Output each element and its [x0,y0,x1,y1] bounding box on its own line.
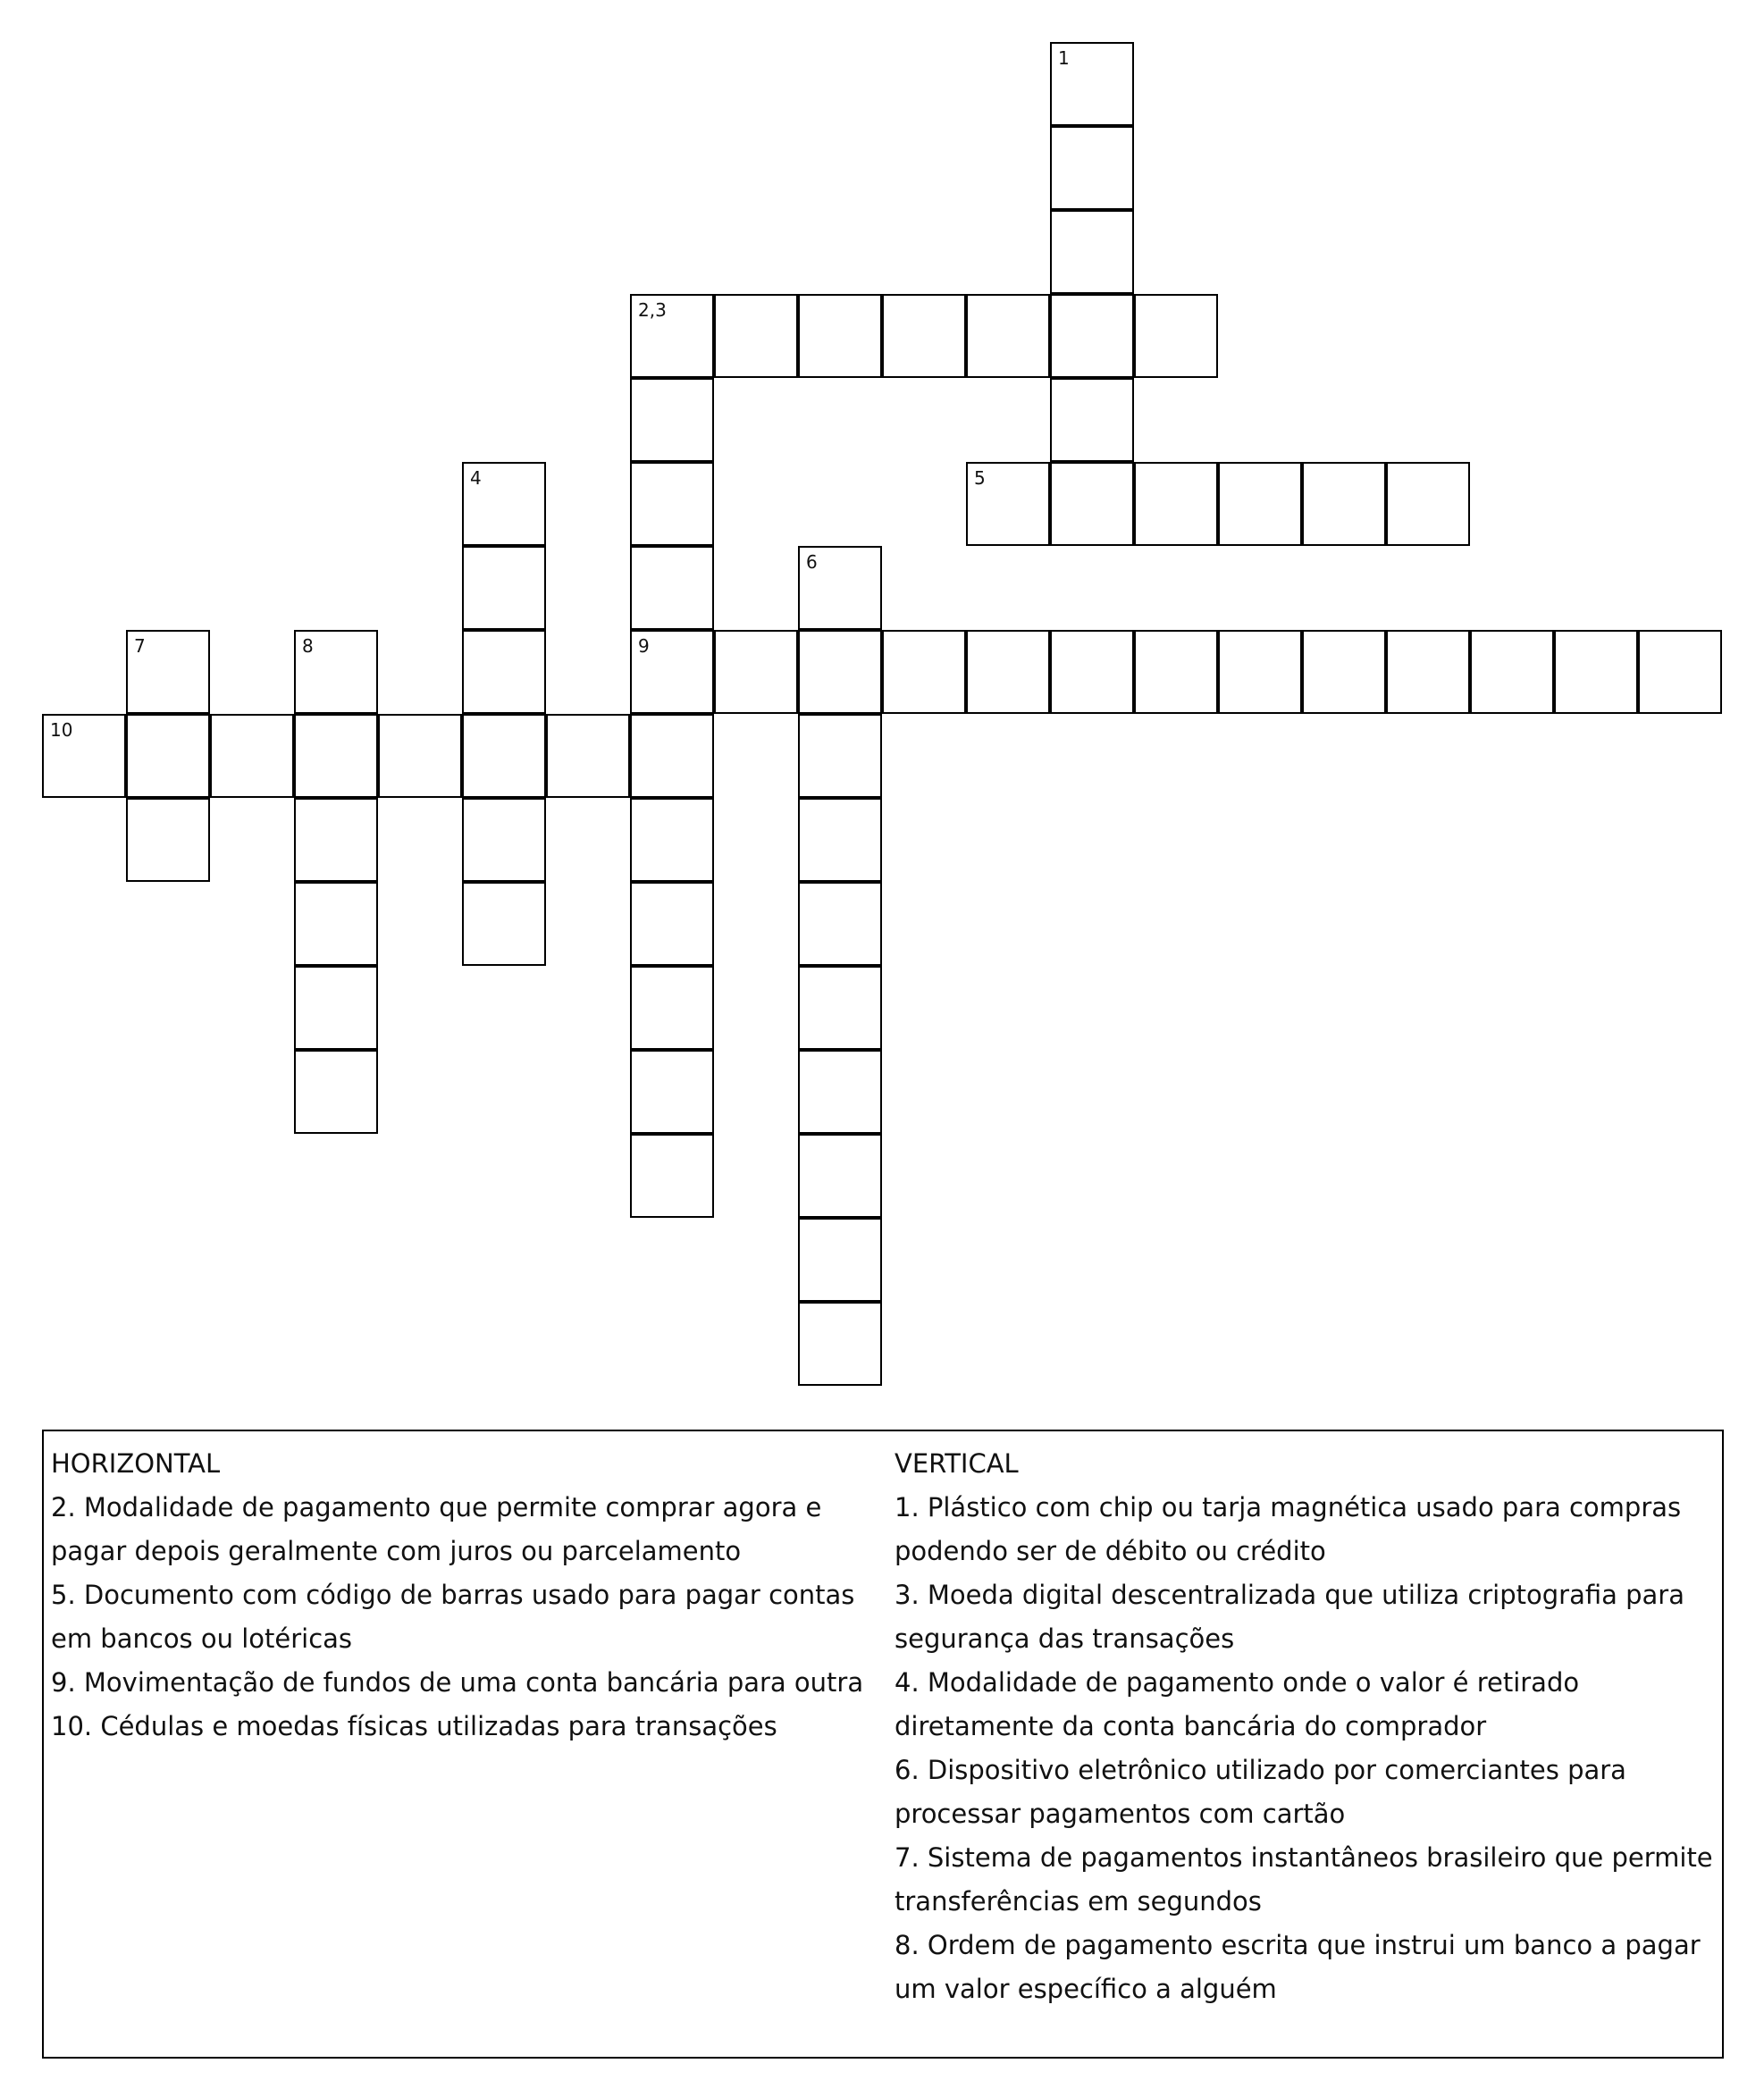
grid-cell[interactable] [630,462,714,546]
vertical-title: VERTICAL [895,1448,1019,1479]
cell-number: 8 [302,635,314,657]
cell-number: 9 [638,635,650,657]
grid-cell[interactable] [1218,462,1302,546]
grid-cell[interactable] [798,630,882,714]
grid-cell-numbered[interactable] [462,462,546,546]
grid-cell-numbered[interactable] [630,630,714,714]
grid-cell[interactable] [798,882,882,966]
clue-h-9: 9. Movimentação de fundos de uma conta bancária para outra [51,1667,864,1698]
grid-cell[interactable] [798,1218,882,1302]
clue-h-2: 2. Modalidade de pagamento que permite comprar agora e pagar depois geralmente com juros ou parcelamento [51,1492,822,1566]
grid-cell[interactable] [630,714,714,798]
clue-h-10: 10. Cédulas e moedas físicas utilizadas para transações [51,1711,777,1741]
grid-cell[interactable] [1554,630,1638,714]
clue-v-1: 1. Plástico com chip ou tarja magnética usado para compras podendo ser de débito ou crédito [895,1492,1682,1566]
grid-cell[interactable] [294,1050,378,1134]
grid-cell[interactable] [462,630,546,714]
grid-cell[interactable] [1050,378,1134,462]
grid-cell[interactable] [882,294,966,378]
grid-cell[interactable] [798,798,882,882]
grid-cell[interactable] [798,714,882,798]
grid-cell-numbered[interactable] [798,546,882,630]
grid-cell[interactable] [630,1050,714,1134]
grid-cell[interactable] [1386,630,1470,714]
grid-cell[interactable] [1302,630,1386,714]
grid-cell[interactable] [1050,294,1134,378]
cell-number: 4 [470,467,482,489]
grid-cell[interactable] [294,882,378,966]
vertical-clues [895,1442,1717,2011]
clue-v-7: 7. Sistema de pagamentos instantâneos brasileiro que permite transferências em segundos [895,1842,1713,1917]
clue-v-3: 3. Moeda digital descentralizada que utiliza criptografia para segurança das transações [895,1580,1684,1654]
grid-cell[interactable] [630,1134,714,1218]
grid-cell[interactable] [630,882,714,966]
grid-cell[interactable] [630,798,714,882]
grid-cell-numbered[interactable] [630,294,714,378]
grid-cell[interactable] [630,378,714,462]
cell-number: 2,3 [638,299,667,321]
grid-cell[interactable] [798,1302,882,1386]
grid-cell[interactable] [462,798,546,882]
grid-cell-numbered[interactable] [1050,42,1134,126]
grid-cell[interactable] [462,546,546,630]
grid-cell[interactable] [798,966,882,1050]
grid-cell[interactable] [798,1134,882,1218]
grid-cell[interactable] [1470,630,1554,714]
grid-cell[interactable] [1302,462,1386,546]
cell-number: 7 [134,635,146,657]
grid-cell[interactable] [882,630,966,714]
grid-cell[interactable] [966,630,1050,714]
grid-cell[interactable] [1050,126,1134,210]
grid-cell[interactable] [798,1050,882,1134]
clues-box [42,1430,1724,2059]
grid-cell-numbered[interactable] [966,462,1050,546]
grid-cell[interactable] [294,714,378,798]
clue-v-8: 8. Ordem de pagamento escrita que instrui um banco a pagar um valor específico a alguém [895,1930,1701,2004]
grid-cell[interactable] [546,714,630,798]
grid-cell[interactable] [630,966,714,1050]
grid-cell[interactable] [1134,294,1218,378]
cell-number: 1 [1058,47,1070,69]
clue-v-6: 6. Dispositivo eletrônico utilizado por comerciantes para processar pagamentos com cartão [895,1755,1626,1829]
clue-h-5: 5. Documento com código de barras usado para pagar contas em bancos ou lotéricas [51,1580,855,1654]
grid-cell-numbered[interactable] [294,630,378,714]
grid-cell[interactable] [294,798,378,882]
grid-cell[interactable] [1050,210,1134,294]
clue-v-4: 4. Modalidade de pagamento onde o valor é retirado diretamente da conta bancária do comprador [895,1667,1580,1741]
grid-cell[interactable] [966,294,1050,378]
grid-cell[interactable] [1134,462,1218,546]
grid-cell[interactable] [126,714,210,798]
grid-cell[interactable] [1638,630,1722,714]
cell-number: 5 [974,467,986,489]
grid-cell[interactable] [1386,462,1470,546]
horizontal-clues [51,1442,873,1749]
grid-cell[interactable] [378,714,462,798]
grid-cell[interactable] [798,294,882,378]
grid-cell[interactable] [294,966,378,1050]
cell-number: 6 [806,551,818,573]
grid-cell[interactable] [462,714,546,798]
grid-cell-numbered[interactable] [126,630,210,714]
horizontal-title: HORIZONTAL [51,1448,221,1479]
grid-cell[interactable] [1134,630,1218,714]
grid-cell-numbered[interactable] [42,714,126,798]
grid-cell[interactable] [210,714,294,798]
grid-cell[interactable] [126,798,210,882]
grid-cell[interactable] [1050,462,1134,546]
grid-cell[interactable] [714,294,798,378]
grid-cell[interactable] [462,882,546,966]
grid-cell[interactable] [1050,630,1134,714]
grid-cell[interactable] [1218,630,1302,714]
grid-cell[interactable] [630,546,714,630]
grid-cell[interactable] [714,630,798,714]
cell-number: 10 [50,719,73,741]
